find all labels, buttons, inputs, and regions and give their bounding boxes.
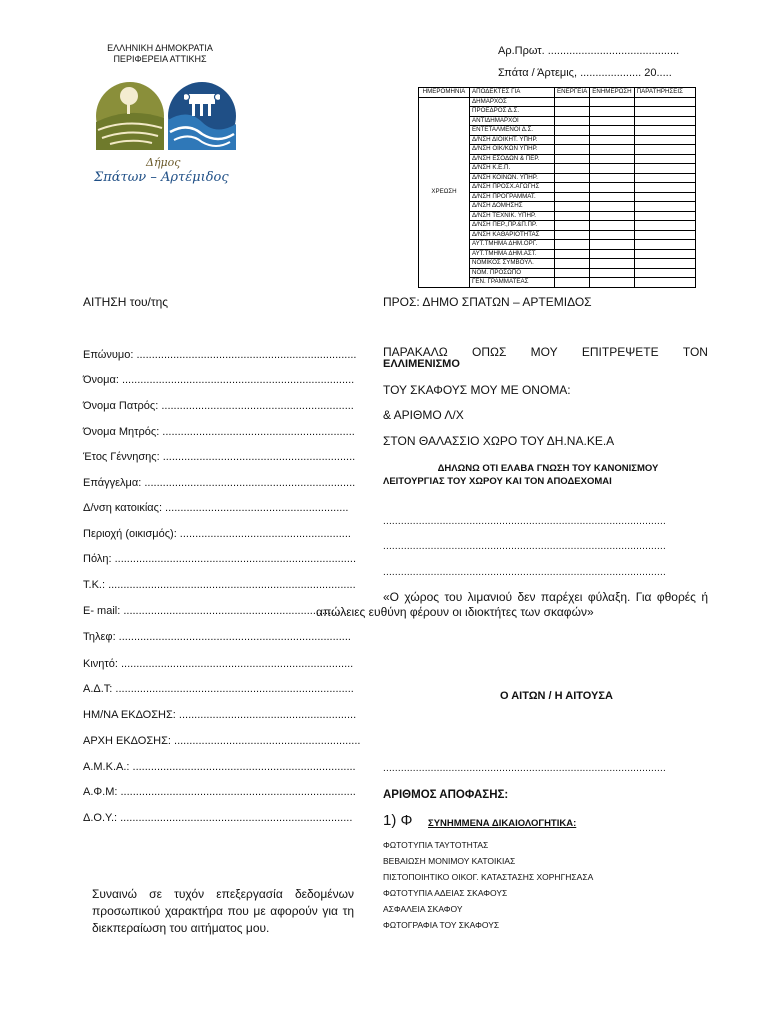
col-recipients: ΑΠΟΔΕΚΤΕΣ ΓΙΑ [470, 88, 555, 98]
empty-cell [634, 249, 695, 259]
applicant-field[interactable]: Επώνυμο: ........................................................................ [83, 349, 357, 361]
empty-cell [590, 164, 634, 174]
recipient-cell: ΠΡΟΕΔΡΟΣ Δ.Σ. [470, 107, 555, 117]
recipient-cell: Δ/ΝΣΗ ΔΙΟΙΚΗΤ. ΥΠΗΡ. [470, 135, 555, 145]
distribution-row [419, 97, 696, 107]
request-mooring: ΕΛΛΙΜΕΝΙΣΜΟ [383, 358, 460, 370]
empty-cell [590, 154, 634, 164]
empty-cell [555, 164, 590, 174]
applicant-field[interactable]: ΗΜ/ΝΑ ΕΚΔΟΣΗΣ: .......................................................... [83, 709, 357, 721]
empty-cell [634, 154, 695, 164]
distribution-table-header [419, 88, 696, 98]
empty-cell [590, 249, 634, 259]
logo-text-demos: Δήμος [146, 156, 181, 169]
empty-cell [634, 268, 695, 278]
protocol-number: Αρ.Πρωτ. ........................................... [498, 45, 680, 57]
empty-cell [555, 173, 590, 183]
empty-cell [590, 126, 634, 136]
empty-cell [555, 211, 590, 221]
republic-label: ΕΛΛΗΝΙΚΗ ΔΗΜΟΚΡΑΤΙΑ [107, 43, 213, 53]
empty-cell [555, 126, 590, 136]
applicant-field[interactable]: Έτος Γέννησης: ............................................................... [83, 451, 356, 463]
signature-line: ............................................................................................... [383, 763, 666, 774]
applicant-field[interactable]: Τ.Κ.: ................................................................................. [83, 579, 356, 591]
empty-cell [555, 107, 590, 117]
empty-cell [555, 221, 590, 231]
empty-cell [555, 259, 590, 269]
applicant-field[interactable]: Τηλεφ: ............................................................................ [83, 631, 351, 643]
blank-line-3: ............................................................................................... [383, 567, 666, 578]
empty-cell [555, 135, 590, 145]
attachments-title: ΣΥΝΗΜΜΕΝΑ ΔΙΚΑΙΟΛΟΓΗΤΙΚΑ: [428, 818, 577, 829]
recipient-cell: ΑΝΤΙΔΗΜΑΡΧΟΙ [470, 116, 555, 126]
recipient-cell: Δ/ΝΣΗ ΚΑΘΑΡΙΟΤΗΤΑΣ [470, 230, 555, 240]
col-remarks: ΠΑΡΑΤΗΡΗΣΕΙΣ [634, 88, 695, 98]
empty-cell [634, 126, 695, 136]
empty-cell [634, 135, 695, 145]
empty-cell [555, 202, 590, 212]
recipient-cell: ΝΟΜΙΚΟΣ ΣΥΜΒΟΥΛ. [470, 259, 555, 269]
applicant-field[interactable]: ΑΡΧΗ ΕΚΔΟΣΗΣ: ............................................................. [83, 735, 361, 747]
empty-cell [590, 145, 634, 155]
municipality-logo [88, 78, 248, 190]
empty-cell [590, 211, 634, 221]
recipient-cell: ΑΥΤ.ΤΜΗΜΑ ΔΗΜ.ΟΡΓ. [470, 240, 555, 250]
word: ΠΑΡΑΚΑΛΩ [383, 345, 448, 359]
empty-cell [555, 116, 590, 126]
empty-cell [590, 240, 634, 250]
empty-cell [555, 183, 590, 193]
empty-cell [590, 183, 634, 193]
empty-cell [555, 192, 590, 202]
declaration [383, 462, 713, 488]
empty-cell [555, 145, 590, 155]
col-action: ΕΝΕΡΓΕΙΑ [555, 88, 590, 98]
recipient-cell: ΕΝΤΕΤΑΛΜΕΝΟΙ Δ.Σ. [470, 126, 555, 136]
recipient-cell: Δ/ΝΣΗ ΤΕΧΝΙΚ. ΥΠΗΡ. [470, 211, 555, 221]
empty-cell [634, 145, 695, 155]
empty-cell [634, 211, 695, 221]
recipient-cell: Δ/ΝΣΗ ΠΡΟΣΧ.ΑΓΩΓΗΣ [470, 183, 555, 193]
empty-cell [555, 278, 590, 288]
empty-cell [634, 164, 695, 174]
application-title: ΑΙΤΗΣΗ του/της [83, 295, 169, 309]
col-info: ΕΝΗΜΕΡΩΣΗ [590, 88, 634, 98]
applicant-field[interactable]: Α.Δ.Τ: .............................................................................. [83, 683, 354, 695]
empty-cell [634, 202, 695, 212]
empty-cell [555, 97, 590, 107]
word: ΤΟΝ [682, 345, 708, 359]
empty-cell [590, 97, 634, 107]
recipient-cell: Δ/ΝΣΗ ΚΟΙΝΩΝ. ΥΠΗΡ. [470, 173, 555, 183]
applicant-field[interactable]: E- mail: ......................................................................... [83, 605, 347, 617]
empty-cell [555, 249, 590, 259]
empty-cell [555, 268, 590, 278]
empty-cell [634, 278, 695, 288]
applicant-field[interactable]: Δ.Ο.Υ.: ............................................................................ [83, 812, 353, 824]
blank-line-1: ............................................................................................... [383, 516, 666, 527]
declaration-line-1: ΔΗΛΩΝΩ ΟΤΙ ΕΛΑΒΑ ΓΝΩΣΗ ΤΟΥ ΚΑΝΟΝΙΣΜΟΥ [437, 463, 659, 474]
empty-cell [590, 173, 634, 183]
recipient-cell: Δ/ΝΣΗ Κ.Ε.Π. [470, 164, 555, 174]
distribution-table [418, 87, 696, 288]
charge-label: ΧΡΕΩΣΗ [419, 97, 470, 287]
word: ΜΟΥ [530, 345, 558, 359]
empty-cell [634, 192, 695, 202]
applicant-field[interactable]: Όνομα Πατρός: ............................................................... [83, 400, 354, 412]
empty-cell [590, 116, 634, 126]
request-registration: & ΑΡΙΘΜΟ Λ/Χ [383, 408, 464, 422]
notice-text: «Ο χώρος του λιμανιού δεν παρέχει φύλαξη. Για φθορές ή απώλειες ευθύνη φέρουν οι ιδιοκτήτες των σκαφών» [316, 590, 708, 619]
recipient-cell: ΓΕΝ. ΓΡΑΜΜΑΤΕΑΣ [470, 278, 555, 288]
empty-cell [590, 230, 634, 240]
applicant-field[interactable]: Α.Φ.Μ: ............................................................................. [83, 786, 356, 798]
blank-line-2: ............................................................................................... [383, 541, 666, 552]
empty-cell [634, 259, 695, 269]
empty-cell [634, 173, 695, 183]
recipient-cell: Δ/ΝΣΗ ΠΡΟΓΡΑΜΜΑΤ. [470, 192, 555, 202]
empty-cell [634, 230, 695, 240]
word: ΕΠΙΤΡΕΨΕΤΕ [581, 345, 659, 359]
empty-cell [555, 154, 590, 164]
attachment-item: ΒΕΒΑΙΩΣΗ ΜΟΝΙΜΟΥ ΚΑΤΟΙΚΙΑΣ [383, 856, 516, 866]
empty-cell [634, 221, 695, 231]
recipient-cell: Δ/ΝΣΗ ΕΣΟΔΩΝ & ΠΕΡ. [470, 154, 555, 164]
empty-cell [590, 202, 634, 212]
attachment-item: ΦΩΤΟΓΡΑΦΙΑ ΤΟΥ ΣΚΑΦΟΥΣ [383, 920, 500, 930]
decision-number: ΑΡΙΘΜΟΣ ΑΠΟΦΑΣΗΣ: [383, 789, 509, 801]
empty-cell [590, 192, 634, 202]
attachment-item: ΠΙΣΤΟΠΟΙΗΤΙΚΟ ΟΙΚΟΓ. ΚΑΤΑΣΤΑΣΗΣ ΧΟΡΗΓΗΣΑΣΑ [383, 872, 594, 882]
recipient-municipality: ΠΡΟΣ: ΔΗΜΟ ΣΠΑΤΩΝ – ΑΡΤΕΜΙΔΟΣ [383, 295, 592, 309]
empty-cell [634, 116, 695, 126]
empty-cell [590, 135, 634, 145]
data-consent: Συναινώ σε τυχόν επεξεργασία δεδομένων προσωπικού χαρακτήρα που με αφορούν για τη διεκπεραίωση του αιτήματος μου. [92, 887, 354, 935]
declaration-line-2: ΛΕΙΤΟΥΡΓΙΑΣ ΤΟΥ ΧΩΡΟΥ ΚΑΙ ΤΟΝ ΑΠΟΔΕΧΟΜΑΙ [383, 476, 612, 487]
empty-cell [634, 107, 695, 117]
empty-cell [634, 240, 695, 250]
applicant-field[interactable]: Πόλη: ............................................................................... [83, 553, 357, 565]
attachment-item: ΑΣΦΑΛΕΙΑ ΣΚΑΦΟΥ [383, 904, 463, 914]
empty-cell [590, 107, 634, 117]
col-date: ΗΜΕΡΟΜΗΝΙΑ [419, 88, 470, 98]
applicant-field[interactable]: Κινητό: ............................................................................ [83, 658, 354, 670]
applicant-field[interactable]: Όνομα: ............................................................................ [83, 374, 355, 386]
applicant-field[interactable]: Επάγγελμα: ..................................................................... [83, 477, 356, 489]
region-label: ΠΕΡΙΦΕΡΕΙΑ ΑΤΤΙΚΗΣ [113, 54, 207, 64]
empty-cell [555, 230, 590, 240]
request-line-1 [383, 345, 708, 359]
empty-cell [555, 240, 590, 250]
request-location: ΣΤΟΝ ΘΑΛΑΣΣΙΟ ΧΩΡΟ ΤΟΥ ΔΗ.ΝΑ.ΚΕ.Α [383, 434, 615, 448]
request-boat-name: ΤΟΥ ΣΚΑΦΟΥΣ ΜΟΥ ΜΕ ΟΝΟΜΑ: [383, 383, 571, 397]
applicant-field[interactable]: Όνομα Μητρός: ............................................................... [83, 426, 355, 438]
empty-cell [590, 259, 634, 269]
attachment-item: ΦΩΤΟΤΥΠΙΑ ΤΑΥΤΟΤΗΤΑΣ [383, 840, 489, 850]
signer-label: Ο ΑΙΤΩΝ / Η ΑΙΤΟΥΣΑ [500, 690, 613, 702]
recipient-cell: Δ/ΝΣΗ ΟΙΚ/ΚΩΝ ΥΠΗΡ. [470, 145, 555, 155]
issuer-header [90, 43, 230, 65]
applicant-field[interactable]: Περιοχή (οικισμός): ........................................................ [83, 528, 351, 540]
logo-text-name: Σπάτων – Αρτέμιδος [94, 170, 229, 185]
recipient-cell: ΑΥΤ.ΤΜΗΜΑ ΔΗΜ.ΑΣΤ. [470, 249, 555, 259]
recipient-cell: Δ/ΝΣΗ ΔΟΜΗΣΗΣ [470, 202, 555, 212]
attachment-item: ΦΩΤΟΤΥΠΙΑ ΑΔΕΙΑΣ ΣΚΑΦΟΥΣ [383, 888, 508, 898]
empty-cell [590, 278, 634, 288]
word: ΟΠΩΣ [472, 345, 507, 359]
decision-phi: 1) Φ [383, 812, 413, 829]
empty-cell [590, 268, 634, 278]
applicant-field[interactable]: Δ/νση κατοικίας: ............................................................ [83, 502, 349, 514]
empty-cell [634, 183, 695, 193]
place-date: Σπάτα / Άρτεμις, .................... 20..... [498, 67, 672, 79]
recipient-cell: ΝΟΜ. ΠΡΟΣΩΠΟ [470, 268, 555, 278]
recipient-cell: ΔΗΜΑΡΧΟΣ [470, 97, 555, 107]
empty-cell [634, 97, 695, 107]
empty-cell [590, 221, 634, 231]
recipient-cell: Δ/ΝΣΗ ΠΕΡ.,ΠΡ.&Π.ΠΡ. [470, 221, 555, 231]
applicant-field[interactable]: Α.Μ.Κ.Α.: ......................................................................... [83, 761, 356, 773]
